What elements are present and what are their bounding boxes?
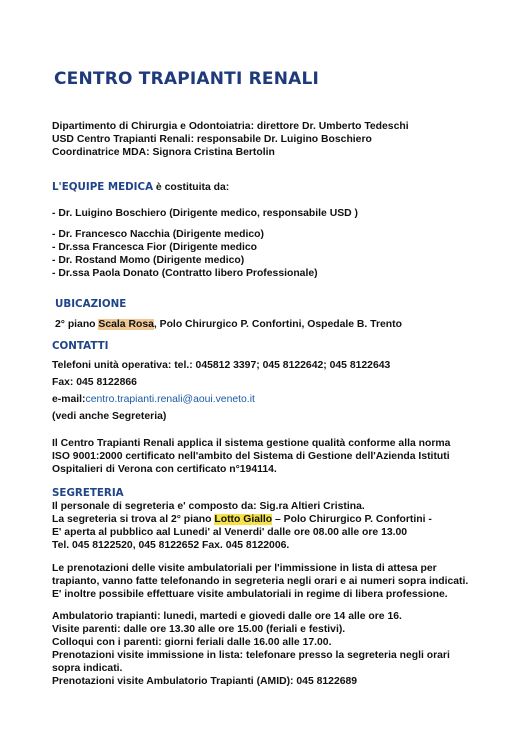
segreteria-heading: SEGRETERIA [52, 487, 124, 499]
orari-line: Ambulatorio trapianti: lunedi, martedi e giovedi dalle ore 14 alle ore 16. [52, 611, 402, 622]
ubicazione-suffix: , Polo Chirurgico P. Confortini, Ospedale B. Trento [153, 319, 402, 330]
quality-line: Il Centro Trapianti Renali applica il sistema gestione qualità conforme alla norma [52, 438, 451, 449]
equipe-heading-suffix: è costituita da: [153, 182, 230, 193]
prenotazioni-line: Le prenotazioni delle visite ambulatoriali per l'immissione in lista di attesa per [52, 563, 437, 574]
segreteria-line-2-prefix: La segreteria si trova al 2° piano [52, 514, 215, 525]
ubicazione-text [55, 318, 510, 331]
orari-block [52, 610, 510, 688]
segreteria-line-2 [52, 513, 510, 526]
intro-line-2: USD Centro Trapianti Renali: responsabile Dr. Luigino Boschiero [52, 134, 372, 145]
orari-line: sopra indicati. [52, 663, 123, 674]
segreteria-line-1: Il personale di segreteria e' composto da: Sig.ra Altieri Cristina. [52, 501, 365, 512]
equipe-member: - Dr.ssa Paola Donato (Contratto libero Professionale) [52, 268, 318, 279]
equipe-heading-line [52, 181, 510, 194]
contatti-phones: Telefoni unità operativa: tel.: 045812 3397; 045 8122642; 045 8122643 [52, 360, 391, 371]
email-label: e-mail: [52, 394, 86, 405]
orari-line: Prenotazioni visite Ambulatorio Trapianti (AMID): 045 8122689 [52, 676, 358, 687]
equipe-heading: L'EQUIPE MEDICA [52, 181, 154, 193]
segreteria-line-4: Tel. 045 8122520, 045 8122652 Fax. 045 8122006. [52, 540, 290, 551]
equipe-member: - Dr. Rostand Momo (Dirigente medico) [52, 255, 245, 266]
segreteria-line-3: E' aperta al pubblico aal Lunedi' al Venerdi' dalle ore 08.00 alle ore 13.00 [52, 527, 408, 538]
contatti-heading: CONTATTI [52, 340, 109, 352]
orari-line: Prenotazioni visite immissione in lista: telefonare presso la segreteria negli orari [52, 650, 450, 661]
equipe-list [52, 228, 510, 280]
contatti-note: (vedi anche Segreteria) [52, 411, 167, 422]
quality-line: Ospitalieri di Verona con certificato n°194114. [52, 464, 277, 475]
ubicazione-prefix: 2° piano [55, 319, 99, 330]
email-link[interactable]: centro.trapianti.renali@aoui.veneto.it [85, 394, 255, 405]
equipe-list-lead [52, 207, 510, 220]
segreteria-block [52, 500, 510, 552]
contatti-fax: Fax: 045 8122866 [52, 377, 137, 388]
intro-block [52, 120, 510, 159]
contatti-email-line [52, 393, 510, 406]
page-title: CENTRO TRAPIANTI RENALI [54, 69, 320, 89]
equipe-member: - Dr. Francesco Nacchia (Dirigente medico) [52, 229, 264, 240]
intro-line-3: Coordinatrice MDA: Signora Cristina Bertolin [52, 147, 275, 158]
intro-line-1: Dipartimento di Chirurgia e Odontoiatria: direttore Dr. Umberto Tedeschi [52, 121, 409, 132]
equipe-member: - Dr. Luigino Boschiero (Dirigente medico, responsabile USD ) [52, 208, 358, 219]
prenotazioni-line: E' inoltre possibile effettuare visite ambulatoriali in regime di libera professione. [52, 589, 448, 600]
segreteria-line-2-suffix: – Polo Chirurgico P. Confortini - [272, 514, 432, 525]
prenotazioni-line: trapianto, vanno fatte telefonando in segreteria negli orari e ai numeri sopra indicati. [52, 576, 469, 587]
quality-line: ISO 9001:2000 certificato nell'ambito del Sistema di Gestione dell'Azienda Istituti [52, 451, 450, 462]
segreteria-highlight: Lotto Giallo [214, 514, 273, 525]
quality-block [52, 437, 510, 476]
prenotazioni-block [52, 562, 510, 601]
ubicazione-highlight: Scala Rosa [98, 319, 154, 330]
equipe-member: - Dr.ssa Francesca Fior (Dirigente medico [52, 242, 257, 253]
orari-line: Colloqui con i parenti: giorni feriali dalle 16.00 alle 17.00. [52, 637, 332, 648]
ubicazione-heading: UBICAZIONE [55, 298, 127, 310]
orari-line: Visite parenti: dalle ore 13.30 alle ore 15.00 (feriali e festivi). [52, 624, 346, 635]
